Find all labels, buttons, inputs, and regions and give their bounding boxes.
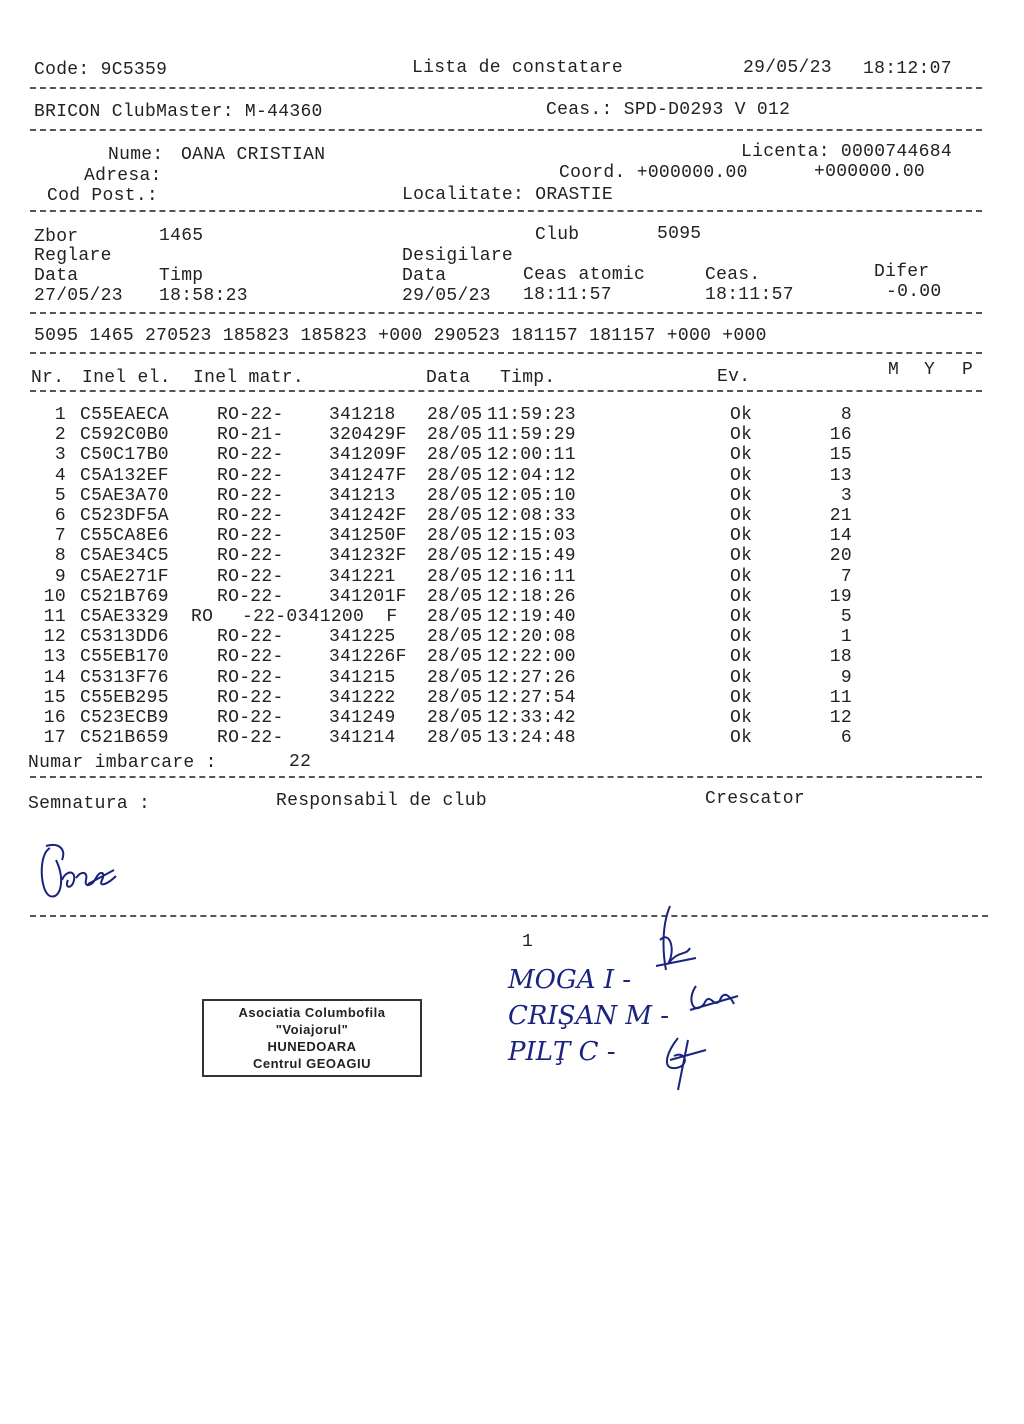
cell-pos: 15 (829, 445, 852, 466)
address-label: Adresa: (84, 166, 162, 186)
cell-ring: 320429F (329, 425, 407, 446)
cell-date: 28/05 (427, 647, 483, 668)
separator (30, 312, 982, 314)
table-row (0, 567, 1024, 587)
cell-nr: 6 (54, 506, 66, 526)
cell-prefix: RO-22- (217, 627, 284, 648)
cell-time: 12:18:26 (487, 586, 576, 607)
club-responsible-label: Responsabil de club (276, 791, 487, 811)
cell-ring: 341247F (329, 465, 407, 486)
cell-date: 28/05 (427, 708, 483, 728)
cell-nr: 10 (43, 586, 66, 607)
cell-date: 28/05 (427, 485, 483, 506)
cell-time: 12:00:11 (487, 445, 576, 466)
cell-date: 28/05 (427, 627, 483, 648)
cell-ring-el: C5AE3A70 (80, 485, 169, 506)
cell-prefix: RO-22- (217, 526, 284, 547)
cell-nr: 8 (54, 546, 66, 567)
club-value: 5095 (657, 224, 702, 244)
cell-ring-el: C55EB170 (80, 647, 169, 668)
separator (30, 87, 982, 89)
cell-ring: 341249 (329, 708, 396, 728)
desigilare-label: Desigilare (402, 246, 514, 266)
cell-ring: 341213 (329, 485, 396, 506)
separator (30, 390, 982, 392)
cell-ev: Ok (730, 667, 753, 688)
header-time: 18:12:07 (863, 59, 952, 79)
cell-time: 11:59:23 (487, 405, 576, 425)
cell-date: 28/05 (427, 607, 483, 627)
col-ev: Ev. (717, 367, 751, 387)
cell-pos: 7 (840, 566, 852, 587)
cell-nr: 11 (43, 607, 66, 627)
coordinates-2: +000000.00 (814, 162, 926, 182)
table-row (0, 728, 1024, 748)
cell-time: 12:33:42 (487, 708, 576, 728)
cell-pos: 9 (840, 667, 852, 688)
breeder-label: Crescator (705, 789, 805, 809)
cell-ev: Ok (730, 425, 753, 446)
diff-label: Difer (874, 262, 930, 282)
cell-pos: 18 (829, 647, 852, 668)
cell-pos: 12 (829, 708, 852, 728)
cell-nr: 3 (54, 445, 66, 466)
header-date: 29/05/23 (743, 58, 832, 78)
cell-nr: 15 (43, 687, 66, 708)
stamp-line-1: Asociatia Columbofila (238, 1005, 386, 1020)
col-date: Data (426, 368, 471, 388)
cell-time: 12:27:26 (487, 667, 576, 688)
reglare-time-label: Timp (159, 266, 204, 286)
cell-ring: 341232F (329, 546, 407, 567)
cell-ring-el: C521B659 (80, 728, 169, 749)
reglare-label: Reglare (34, 246, 112, 266)
cell-time: 12:20:08 (487, 627, 576, 648)
cell-ring-el: C5313DD6 (80, 627, 169, 648)
handwritten-name-3: PILŢ C - (508, 1037, 616, 1067)
cell-time: 12:04:12 (487, 465, 576, 486)
cell-prefix: RO-22- (217, 708, 284, 728)
cell-pos: 11 (829, 687, 852, 708)
cell-pos: 13 (829, 465, 852, 486)
association-stamp (202, 999, 422, 1077)
table-row (0, 668, 1024, 688)
cell-ring: 341214 (329, 728, 396, 749)
cell-ev: Ok (730, 586, 753, 607)
boarding-value: 22 (289, 752, 312, 772)
cell-nr: 4 (54, 465, 66, 486)
name-label: Nume: (108, 145, 164, 165)
cell-ring: 341225 (329, 627, 396, 648)
cell-ring: -22-0341200 F (242, 607, 398, 627)
cell-ring-el: C5AE271F (80, 566, 169, 587)
cell-ring-el: C5AE34C5 (80, 546, 169, 567)
cell-ring-el: C50C17B0 (80, 445, 169, 466)
cell-ring-el: C523ECB9 (80, 708, 169, 728)
document-title: Lista de constatare (412, 58, 623, 78)
cell-pos: 21 (829, 506, 852, 526)
handwritten-name-1: MOGA I - (508, 965, 632, 995)
cell-prefix: RO (191, 607, 214, 627)
cell-pos: 19 (829, 586, 852, 607)
cell-nr: 9 (54, 566, 66, 587)
signature-label: Semnatura : (28, 794, 151, 814)
cell-ev: Ok (730, 485, 753, 506)
owner-name: OANA CRISTIAN (181, 145, 326, 165)
col-nr: Nr. (31, 368, 65, 388)
cell-nr: 2 (54, 425, 66, 446)
stamp-line-2: "Voiajorul" (275, 1022, 349, 1037)
cell-time: 12:15:03 (487, 526, 576, 547)
cell-date: 28/05 (427, 425, 483, 446)
cell-ring: 341221 (329, 566, 396, 587)
cell-date: 28/05 (427, 546, 483, 567)
cell-ev: Ok (730, 526, 753, 547)
cell-nr: 13 (43, 647, 66, 668)
cell-ring: 341250F (329, 526, 407, 547)
cell-date: 28/05 (427, 566, 483, 587)
cell-ring: 341226F (329, 647, 407, 668)
cell-prefix: RO-22- (217, 566, 284, 587)
cell-nr: 1 (54, 405, 66, 425)
cell-ev: Ok (730, 687, 753, 708)
cell-prefix: RO-22- (217, 546, 284, 567)
cell-pos: 1 (840, 627, 852, 648)
cell-ev: Ok (730, 566, 753, 587)
zbor-value: 1465 (159, 226, 204, 246)
cell-ring-el: C5313F76 (80, 667, 169, 688)
cell-time: 12:19:40 (487, 607, 576, 627)
cell-ring: 341209F (329, 445, 407, 466)
cell-ring-el: C55CA8E6 (80, 526, 169, 547)
cell-ring-el: C5AE3329 (80, 607, 169, 627)
code-label: Code: 9C5359 (34, 60, 168, 80)
clubmaster-device: BRICON ClubMaster: M-44360 (34, 102, 323, 122)
cell-ev: Ok (730, 546, 753, 567)
cell-time: 12:16:11 (487, 566, 576, 587)
signature-scribble (36, 840, 126, 906)
table-row (0, 607, 1024, 627)
atomic-time: 18:11:57 (523, 285, 612, 305)
col-y: Y (924, 360, 936, 380)
cell-date: 28/05 (427, 445, 483, 466)
cell-pos: 3 (840, 485, 852, 506)
cell-pos: 20 (829, 546, 852, 567)
cell-ring-el: C523DF5A (80, 506, 169, 526)
separator (30, 352, 982, 354)
table-row (0, 708, 1024, 728)
cell-nr: 7 (54, 526, 66, 547)
cell-prefix: RO-22- (217, 667, 284, 688)
locality: Localitate: ORASTIE (402, 185, 613, 205)
cell-date: 28/05 (427, 405, 483, 425)
reglare-date: 27/05/23 (34, 286, 123, 306)
col-ring-el: Inel el. (82, 368, 171, 388)
table-row (0, 526, 1024, 546)
cell-nr: 17 (43, 728, 66, 749)
cell-ev: Ok (730, 445, 753, 466)
atomic-clock-label: Ceas atomic (523, 265, 646, 285)
table-row (0, 466, 1024, 486)
cell-prefix: RO-22- (217, 506, 284, 526)
cell-ev: Ok (730, 607, 753, 627)
col-ring-matr: Inel matr. (193, 368, 305, 388)
desigilare-date-label: Data (402, 266, 447, 286)
cell-date: 28/05 (427, 687, 483, 708)
cell-time: 12:15:49 (487, 546, 576, 567)
cell-time: 12:27:54 (487, 687, 576, 708)
col-time: Timp. (500, 368, 556, 388)
table-row (0, 405, 1024, 425)
cell-nr: 14 (43, 667, 66, 688)
handwritten-name-2: CRIŞAN M - (508, 1001, 670, 1031)
clock-id: Ceas.: SPD-D0293 V 012 (546, 100, 791, 120)
table-row (0, 506, 1024, 526)
separator (30, 129, 982, 131)
table-row (0, 445, 1024, 465)
cell-date: 28/05 (427, 667, 483, 688)
cell-ring-el: C55EB295 (80, 687, 169, 708)
stamp-line-3: HUNEDOARA (267, 1039, 357, 1054)
separator (30, 776, 982, 778)
cell-time: 13:24:48 (487, 728, 576, 749)
cell-time: 12:08:33 (487, 506, 576, 526)
cell-ev: Ok (730, 728, 753, 749)
cell-ring: 341242F (329, 506, 407, 526)
cell-prefix: RO-22- (217, 405, 284, 425)
table-row (0, 486, 1024, 506)
table-row (0, 627, 1024, 647)
page-number: 1 (522, 932, 534, 952)
cell-ev: Ok (730, 465, 753, 486)
handwritten-signatures (630, 900, 750, 1100)
cell-ev: Ok (730, 405, 753, 425)
reglare-date-label: Data (34, 266, 79, 286)
cell-prefix: RO-22- (217, 445, 284, 466)
cell-ev: Ok (730, 627, 753, 648)
cell-prefix: RO-22- (217, 687, 284, 708)
cell-time: 11:59:29 (487, 425, 576, 446)
cell-prefix: RO-22- (217, 728, 284, 749)
table-row (0, 425, 1024, 445)
cell-pos: 5 (840, 607, 852, 627)
cell-date: 28/05 (427, 506, 483, 526)
code-line: 5095 1465 270523 185823 185823 +000 290523 181157 181157 +000 +000 (34, 326, 767, 346)
coordinates: Coord. +000000.00 (559, 163, 748, 183)
cell-ev: Ok (730, 708, 753, 728)
cell-ev: Ok (730, 647, 753, 668)
license: Licenta: 0000744684 (741, 142, 952, 162)
cell-pos: 8 (840, 405, 852, 425)
cell-ring: 341215 (329, 667, 396, 688)
separator (30, 210, 982, 212)
clock-time: 18:11:57 (705, 285, 794, 305)
cell-nr: 16 (43, 708, 66, 728)
cell-time: 12:05:10 (487, 485, 576, 506)
cell-ring-el: C521B769 (80, 586, 169, 607)
cell-time: 12:22:00 (487, 647, 576, 668)
zbor-label: Zbor (34, 227, 79, 247)
separator (30, 915, 988, 917)
cell-prefix: RO-22- (217, 647, 284, 668)
col-p: P (962, 360, 974, 380)
cell-pos: 16 (829, 425, 852, 446)
cell-date: 28/05 (427, 728, 483, 749)
cell-prefix: RO-22- (217, 465, 284, 486)
cell-nr: 5 (54, 485, 66, 506)
cell-date: 28/05 (427, 526, 483, 547)
cell-date: 28/05 (427, 586, 483, 607)
cell-prefix: RO-21- (217, 425, 284, 446)
cell-ring-el: C55EAECA (80, 405, 169, 425)
col-m: M (888, 360, 900, 380)
cell-ring: 341222 (329, 687, 396, 708)
reglare-time: 18:58:23 (159, 286, 248, 306)
postcode-label: Cod Post.: (47, 186, 159, 206)
table-row (0, 587, 1024, 607)
table-row (0, 546, 1024, 566)
club-label: Club (535, 225, 580, 245)
cell-ring-el: C592C0B0 (80, 425, 169, 446)
cell-pos: 6 (840, 728, 852, 749)
cell-ring: 341218 (329, 405, 396, 425)
cell-ring-el: C5A132EF (80, 465, 169, 486)
cell-date: 28/05 (427, 465, 483, 486)
clock-label: Ceas. (705, 265, 761, 285)
boarding-label: Numar imbarcare : (28, 753, 217, 773)
table-row (0, 647, 1024, 667)
table-row (0, 688, 1024, 708)
stamp-line-4: Centrul GEOAGIU (252, 1056, 371, 1071)
desigilare-date: 29/05/23 (402, 286, 491, 306)
cell-nr: 12 (43, 627, 66, 648)
cell-ring: 341201F (329, 586, 407, 607)
cell-prefix: RO-22- (217, 485, 284, 506)
cell-pos: 14 (829, 526, 852, 547)
diff-value: -0.00 (886, 282, 942, 302)
cell-ev: Ok (730, 506, 753, 526)
cell-prefix: RO-22- (217, 586, 284, 607)
